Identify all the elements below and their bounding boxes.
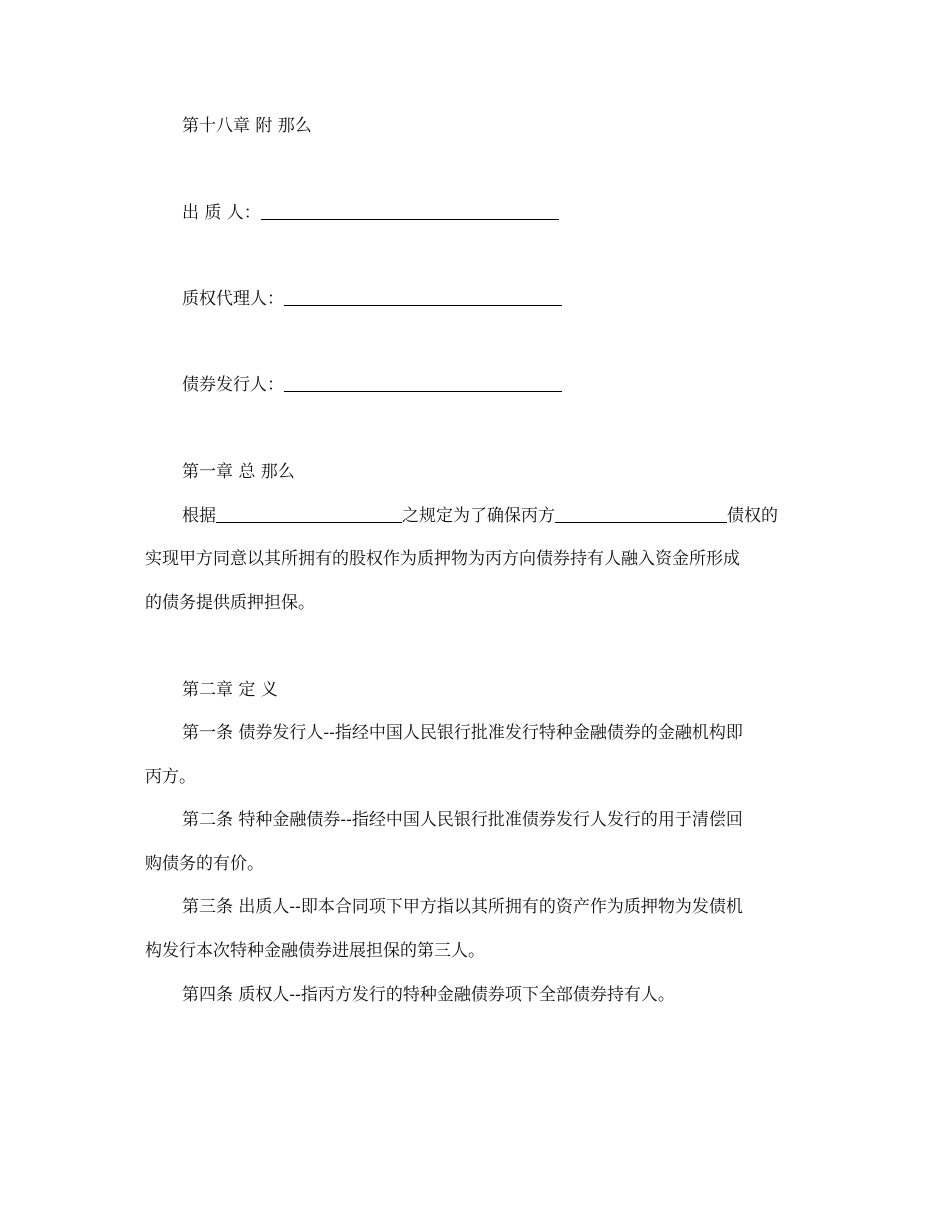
pledgor-blank <box>261 201 559 220</box>
claim-blank <box>555 504 727 523</box>
basis-blank <box>216 504 402 523</box>
article-4-line-1 <box>182 983 675 1007</box>
bond-issuer-label: 债券发行人： <box>182 375 284 395</box>
pledge-agent-signature-line <box>182 287 562 311</box>
pledgor-label: 出 质 人： <box>182 203 261 223</box>
article-3-text-2: 构发行本次特种金融债券进展担保的第三人。 <box>145 941 485 961</box>
article-2-line-2 <box>145 852 264 876</box>
article-1-line-1 <box>182 721 743 745</box>
article-3-text-1: 第三条 出质人--即本合同项下甲方指以其所拥有的资产作为质押物为发债机 <box>182 897 743 917</box>
article-3-line-2 <box>145 939 485 963</box>
chapter-18-heading <box>182 114 312 138</box>
article-4-text-1: 第四条 质权人--指丙方发行的特种金融债券项下全部债券持有人。 <box>182 985 675 1005</box>
bond-issuer-blank <box>284 373 562 392</box>
article-1-text-1: 第一条 债券发行人--指经中国人民银行批准发行特种金融债券的金融机构即 <box>182 723 743 743</box>
article-2-text-2: 购债务的有价。 <box>145 854 264 874</box>
article-1-text-2: 丙方。 <box>145 767 196 787</box>
article-1-line-2 <box>145 765 196 789</box>
ch1-para-text-5: 的债务提供质押担保。 <box>145 593 315 613</box>
ch1-para-text-3: 债权的 <box>727 506 778 526</box>
article-3-line-1 <box>182 895 743 919</box>
chapter-2-heading <box>182 678 278 702</box>
chapter-1-paragraph-line-2 <box>145 547 740 571</box>
article-2-line-1 <box>182 808 743 832</box>
ch1-para-text-2: 之规定为了确保丙方 <box>402 506 555 526</box>
pledgor-signature-line <box>182 201 559 225</box>
pledge-agent-blank <box>284 287 562 306</box>
article-2-text-1: 第二条 特种金融债券--指经中国人民银行批准债券发行人发行的用于清偿回 <box>182 810 743 830</box>
chapter-1-paragraph-line-1 <box>182 504 778 528</box>
chapter-1-heading <box>182 460 295 484</box>
bond-issuer-signature-line <box>182 373 562 397</box>
chapter-18-title: 第十八章 附 那么 <box>182 116 312 136</box>
chapter-2-title: 第二章 定 义 <box>182 680 278 700</box>
ch1-para-text-4: 实现甲方同意以其所拥有的股权作为质押物为丙方向债券持有人融入资金所形成 <box>145 549 740 569</box>
ch1-para-text-1: 根据 <box>182 506 216 526</box>
chapter-1-paragraph-line-3 <box>145 591 315 615</box>
pledge-agent-label: 质权代理人： <box>182 289 284 309</box>
chapter-1-title: 第一章 总 那么 <box>182 462 295 482</box>
